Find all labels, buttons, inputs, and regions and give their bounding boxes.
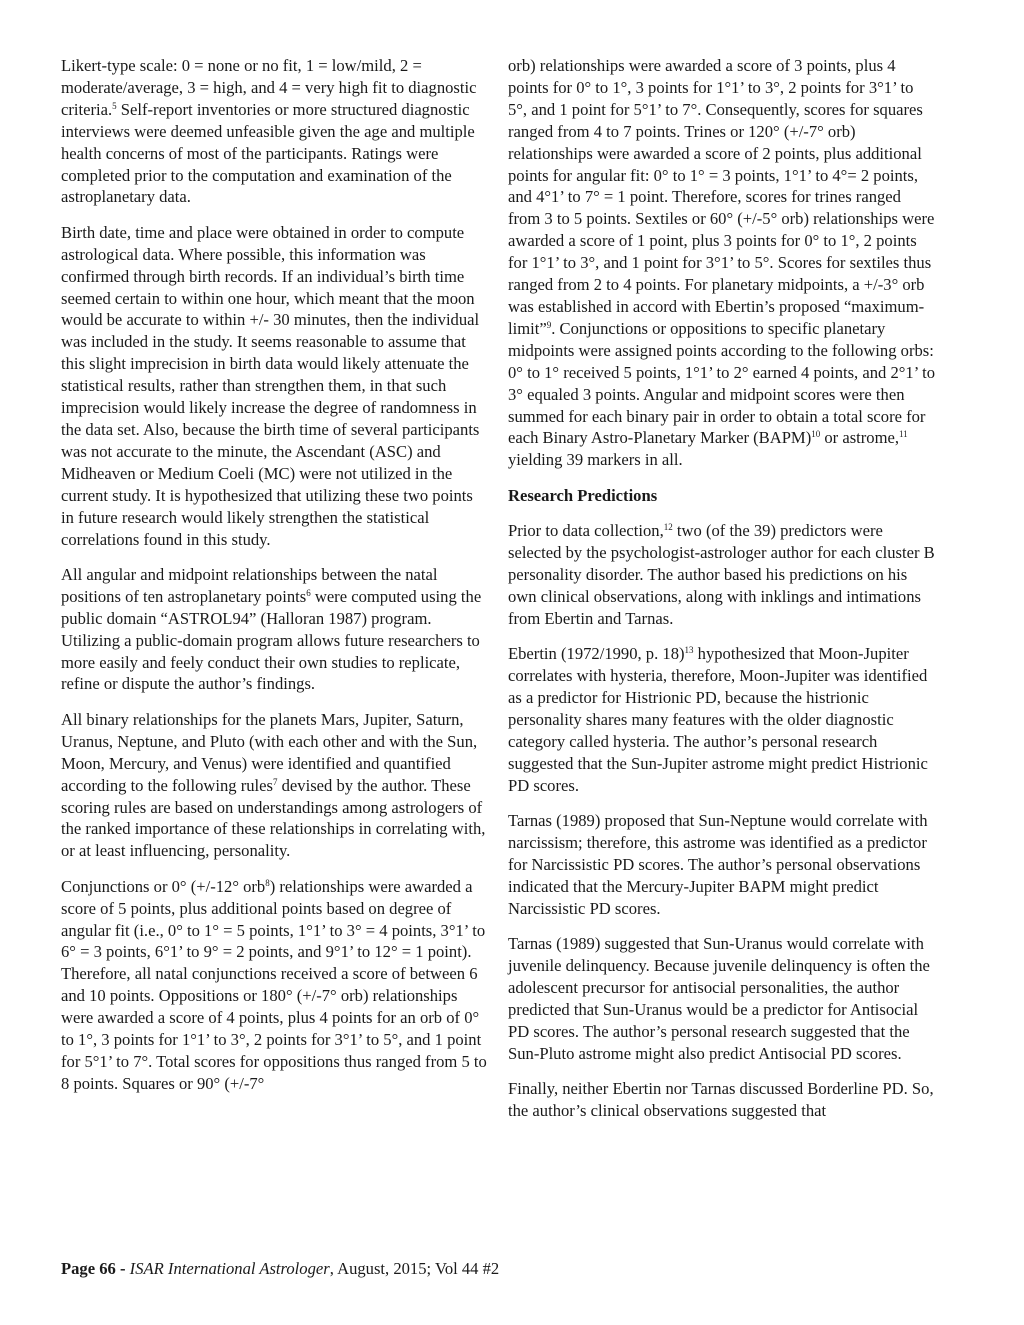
text-run: Prior to data collection, <box>508 521 664 541</box>
footnote-ref: 10 <box>811 429 821 440</box>
text-run: All angular and midpoint relationships between the natal positions of ten astroplanetary points <box>61 564 438 606</box>
footnote-ref: 9 <box>546 319 552 330</box>
body-paragraph <box>508 810 936 920</box>
footnote-ref: 5 <box>112 100 117 111</box>
left-column <box>61 55 489 1108</box>
body-paragraph <box>61 564 489 695</box>
body-paragraph <box>508 520 936 630</box>
text-run: All binary relationships for the planets Mars, Jupiter, Saturn, Uranus, Neptune, and Pluto (with each other and with the Sun, Moon, Mercury, and Venus) were identified and quantified according to the following rules <box>61 709 478 795</box>
footnote-ref: 13 <box>684 645 694 656</box>
text-run: Tarnas (1989) proposed that Sun-Neptune would correlate with narcissism; therefore, this astrome was identified as a predictor for Narcissistic PD scores. The author’s personal observations indicated that the Mercury-Jupiter BAPM might predict Narcissistic PD scores. <box>508 811 928 918</box>
footnote-ref: 11 <box>899 429 908 440</box>
body-paragraph <box>61 709 489 862</box>
footer-separator: - <box>115 1259 130 1278</box>
text-run: ) relationships were awarded a score of 5 points, plus additional points based on degree of angular fit (i.e., 0° to 1° = 5 points, 1°1’ to 3° = 4 points, 3°1’ to 6° = 3 points, 6°1’ to 9° = 2 points, and 9°1’ to 12° = 1 point). Therefore, all natal conjunctions received a score of between 6 and 10 points. Oppositions or 180° (+/-7° orb) relationships were awarded a score of 4 points, plus 4 points for an orb of 0° to 1°, 3 points for 1°1’ to 3°, 2 points for 3°1’ to 5°, and 1 point for 5°1’ to 7°. Total scores for oppositions thus ranged from 5 to 8 points. Squares or 90° (+/-7° <box>61 876 487 1093</box>
text-run: Self-report inventories or more structured diagnostic interviews were deemed unfeasible given the age and multiple health concerns of most of the participants. Ratings were completed prior to the computation and examination of the astroplanetary data. <box>61 99 475 207</box>
text-run: Birth date, time and place were obtained in order to compute astrological data. Where possible, this information was confirmed through birth records. If an individual’s birth time seemed certain to within one hour, which meant that the moon would be accurate to within +/- 30 minutes, then the individual was included in the study. It seems reasonable to assume that this slight imprecision in birth data would likely attenuate the statistical results, rather than strengthen them, in that such imprecision would likely increase the degree of randomness in the data set. Also, because the birth time of several participants was not accurate to the minute, the Ascendant (ASC) and Midheaven or Medium Coeli (MC) were not utilized in the current study. It is hypothesized that utilizing these two points in future research would likely strengthen the statistical correlations found in this study. <box>61 222 480 549</box>
body-paragraph <box>508 55 936 471</box>
text-run: yielding 39 markers in all. <box>508 450 683 470</box>
body-paragraph <box>508 643 936 796</box>
body-paragraph <box>61 222 489 551</box>
right-column <box>508 55 936 1135</box>
text-run: orb) relationships were awarded a score of 3 points, plus 4 points for 0° to 1°, 3 points for 1°1’ to 3°, 2 points for 3°1’ to 5°, and 1 point for 5°1’ to 7°. Consequently, scores for squares ranged from 4 to 7 points. Trines or 120° (+/-7° orb) relationships were awarded a score of 2 points, plus additional points for angular fit: 0° to 1° = 3 points, 1°1’ to 4°= 2 points, and 4°1’ to 7° = 1 point. Therefore, scores for trines ranged from 3 to 5 points. Sextiles or 60° (+/-5° orb) relationships were awarded a score of 1 point, plus 3 points for 0° to 1°, 2 points for 1°1’ to 3°, and 1 point for 3°1’ to 5°. Scores for sextiles thus ranged from 2 to 4 points. For planetary midpoints, a +/-3° orb was established in accord with Ebertin’s proposed “maximum-limit” <box>508 56 935 338</box>
text-run: Ebertin (1972/1990, p. 18) <box>508 644 685 664</box>
footnote-ref: 12 <box>663 522 673 533</box>
text-run: . Conjunctions or oppositions to specific planetary midpoints were assigned points according to the following orbs: 0° to 1° received 5 points, 1°1’ to 2° earned 4 points, and 2°1’ to 3° equaled 3 points. Angular and midpoint scores were then summed for each binary pair in order to obtain a total score for each Binary Astro-Planetary Marker (BAPM) <box>508 318 936 448</box>
text-run: or astrome, <box>820 428 900 448</box>
text-run: hypothesized that Moon-Jupiter correlates with hysteria, therefore, Moon-Jupiter was identified as a predictor for Histrionic PD, because the histrionic personality shares many features with the older diagnostic category called hysteria. The author’s personal research suggested that the Sun-Jupiter astrome might predict Histrionic PD scores. <box>508 644 928 795</box>
text-run: Conjunctions or 0° (+/-12° orb <box>61 876 266 896</box>
body-paragraph <box>508 933 936 1064</box>
text-run: were computed using the public domain “ASTROL94” (Halloran 1987) program. Utilizing a public-domain program allows future researchers to more easily and feely conduct their own studies to replicate, refine or dispute the author’s findings. <box>61 586 482 694</box>
text-run: two (of the 39) predictors were selected by the psychologist-astrologer author for each cluster B personality disorder. The author based his predictions on his own clinical observations, along with inklings and intimations from Ebertin and Tarnas. <box>508 521 935 628</box>
footnote-ref: 6 <box>306 587 311 598</box>
body-paragraph <box>508 1078 936 1122</box>
text-run: Finally, neither Ebertin nor Tarnas discussed Borderline PD. So, the author’s clinical observations suggested that <box>508 1078 934 1120</box>
footer-issue: , August, 2015; Vol 44 #2 <box>329 1259 500 1278</box>
footer-publication: ISAR International Astrologer <box>129 1259 330 1278</box>
text-run: Likert-type scale: 0 = none or no fit, 1 = low/mild, 2 = moderate/average, 3 = high, and 4 = very high fit to diagnostic criteria. <box>61 56 477 119</box>
section-heading: Research Predictions <box>508 485 658 505</box>
body-paragraph <box>61 876 489 1095</box>
text-run: devised by the author. These scoring rules are based on understandings among astrologers of the ranked importance of these relationships in correlating with, or at least influencing, personality. <box>61 775 486 861</box>
footnote-ref: 7 <box>272 776 278 787</box>
text-run: Tarnas (1989) suggested that Sun-Uranus would correlate with juvenile delinquency. Because juvenile delinquency is often the adolescent precursor for antisocial personalities, the author predicted that Sun-Uranus would be a predictor for Antisocial PD scores. The author’s personal research suggested that the Sun-Pluto astrome might also predict Antisocial PD scores. <box>508 934 930 1063</box>
body-paragraph <box>61 55 489 208</box>
page-footer <box>61 1259 499 1279</box>
footer-page-number: Page 66 <box>61 1259 116 1278</box>
footnote-ref: 8 <box>265 877 270 888</box>
